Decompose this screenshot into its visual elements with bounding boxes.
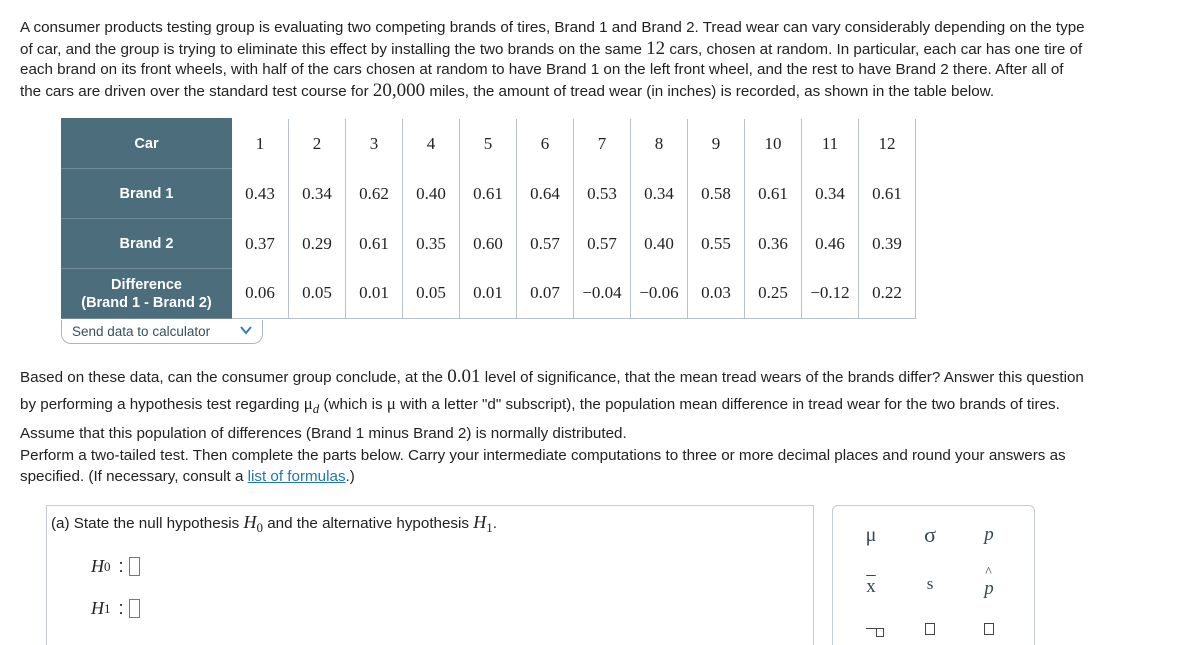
table-row-brand1	[62, 169, 916, 219]
null-hypothesis-row: H 0 :	[91, 556, 140, 577]
brand2-cell: 0.60	[460, 219, 517, 269]
brand2-cell: 0.57	[517, 219, 574, 269]
brand2-cell: 0.61	[346, 219, 403, 269]
table-row-brand2	[62, 219, 916, 269]
row-header-car: Car	[62, 119, 232, 169]
brand1-cell: 0.34	[289, 169, 346, 219]
table-row-difference	[62, 269, 916, 319]
car-number-cell: 2	[289, 119, 346, 169]
h1-input[interactable]	[129, 599, 140, 618]
brand2-cell: 0.40	[631, 219, 688, 269]
s-symbol-button[interactable]: s	[926, 574, 934, 593]
difference-sublabel: (Brand 1 - Brand 2)	[81, 294, 212, 311]
difference-cell: −0.12	[802, 269, 859, 319]
difference-cell: 0.01	[460, 269, 517, 319]
brand1-cell: 0.43	[232, 169, 289, 219]
intro-line-2: of car, and the group is trying to eliminate this effect by installing the two brands on the same 12 cars, chosen at random. In particular, each car has one tire of	[20, 37, 1083, 59]
intro-line-4: the cars are driven over the standard test course for 20,000 miles, the amount of tread wear (in inches) is recorded, as shown in the table below.	[20, 79, 995, 101]
intro-line-3: each brand on its front wheels, with half of the cars chosen at random to have Brand 1 on the left front wheel, and the rest to have Brand 2 there. After all of	[20, 61, 1064, 78]
brand1-cell: 0.58	[688, 169, 745, 219]
h0-label: H	[91, 556, 104, 576]
subscript-template-button[interactable]	[855, 624, 895, 642]
symbol-palette	[832, 505, 1035, 645]
brand2-cell: 0.37	[232, 219, 289, 269]
part-a-prompt: (a) State the null hypothesis $H_0$ and the alternative hypothesis $H_1$.	[51, 512, 497, 536]
brand1-cell: 0.61	[745, 169, 802, 219]
brand2-cell: 0.29	[289, 219, 346, 269]
brand2-cell: 0.57	[574, 219, 631, 269]
h1-label: H	[91, 598, 104, 618]
instructions-line-1: Perform a two-tailed test. Then complete the parts below. Carry your intermediate computations to three or more decimal places and round your answers as	[20, 447, 1066, 464]
xbar-symbol-button[interactable]: $\overline{x}$	[866, 576, 876, 597]
question-paragraph	[20, 364, 1180, 447]
list-of-formulas-link[interactable]: list of formulas	[247, 467, 346, 485]
car-number-cell: 1	[232, 119, 289, 169]
brand1-cell: 0.34	[802, 169, 859, 219]
box-template-button[interactable]	[910, 622, 950, 640]
intro-paragraph	[20, 18, 1180, 102]
question-line-2: by performing a hypothesis test regarding $\mu_d$ (which is μ with a letter "d" subscript), the population mean difference in tread wear for the two brands of tires.	[20, 393, 1060, 416]
car-number-cell: 9	[688, 119, 745, 169]
car-number-cell: 11	[802, 119, 859, 169]
row-header-brand2: Brand 2	[62, 219, 232, 269]
car-count: 12	[646, 37, 666, 59]
car-number-cell: 6	[517, 119, 574, 169]
table-row-car	[62, 119, 916, 169]
brand2-cell: 0.36	[745, 219, 802, 269]
car-number-cell: 4	[403, 119, 460, 169]
car-number-cell: 5	[460, 119, 517, 169]
phat-symbol-button[interactable]: ^ p	[984, 565, 994, 599]
difference-cell: 0.05	[289, 269, 346, 319]
difference-cell: 0.07	[517, 269, 574, 319]
car-number-cell: 8	[631, 119, 688, 169]
brand2-cell: 0.46	[802, 219, 859, 269]
send-button-label: Send data to calculator	[72, 324, 211, 339]
brand2-cell: 0.55	[688, 219, 745, 269]
significance-level: 0.01	[447, 366, 481, 387]
car-number-cell: 10	[745, 119, 802, 169]
brand1-cell: 0.61	[460, 169, 517, 219]
brand1-cell: 0.40	[403, 169, 460, 219]
row-header-difference	[62, 269, 232, 319]
question-line-1: Based on these data, can the consumer group conclude, at the 0.01 level of significance, that the mean tread wears of the brands differ? Answer this question	[20, 366, 1084, 387]
brand1-cell: 0.62	[346, 169, 403, 219]
car-number-cell: 12	[859, 119, 916, 169]
answer-area	[46, 505, 814, 645]
difference-cell: 0.06	[232, 269, 289, 319]
instructions-line-2: specified. (If necessary, consult a list of formulas.)	[20, 467, 355, 485]
difference-cell: 0.03	[688, 269, 745, 319]
row-header-brand1: Brand 1	[62, 169, 232, 219]
intro-line-1: A consumer products testing group is evaluating two competing brands of tires, Brand 1 and Brand 2. Tread wear can vary considerably depending on the type	[20, 19, 1085, 36]
p-symbol-button[interactable]: p	[984, 524, 994, 545]
car-number-cell: 7	[574, 119, 631, 169]
box-template-button-2[interactable]	[969, 622, 1009, 640]
difference-label: Difference	[111, 276, 182, 293]
brand2-cell: 0.35	[403, 219, 460, 269]
instructions-paragraph	[20, 446, 1180, 487]
difference-cell: −0.04	[574, 269, 631, 319]
sigma-symbol-button[interactable]: σ	[924, 522, 936, 547]
difference-cell: 0.22	[859, 269, 916, 319]
difference-cell: −0.06	[631, 269, 688, 319]
brand1-cell: 0.61	[859, 169, 916, 219]
h0-input[interactable]	[129, 557, 140, 576]
brand1-cell: 0.64	[517, 169, 574, 219]
brand1-cell: 0.34	[631, 169, 688, 219]
brand2-cell: 0.39	[859, 219, 916, 269]
car-number-cell: 3	[346, 119, 403, 169]
chevron-down-icon	[240, 322, 252, 338]
difference-cell: 0.05	[403, 269, 460, 319]
difference-cell: 0.01	[346, 269, 403, 319]
send-data-to-calculator-button[interactable]	[61, 320, 263, 344]
tread-wear-table	[61, 118, 916, 319]
brand1-cell: 0.53	[574, 169, 631, 219]
alternative-hypothesis-row: H 1 :	[91, 598, 140, 619]
miles-value: 20,000	[372, 79, 426, 101]
difference-cell: 0.25	[745, 269, 802, 319]
question-line-3: Assume that this population of differences (Brand 1 minus Brand 2) is normally distributed.	[20, 425, 627, 443]
mu-symbol-button[interactable]: μ	[865, 524, 877, 546]
